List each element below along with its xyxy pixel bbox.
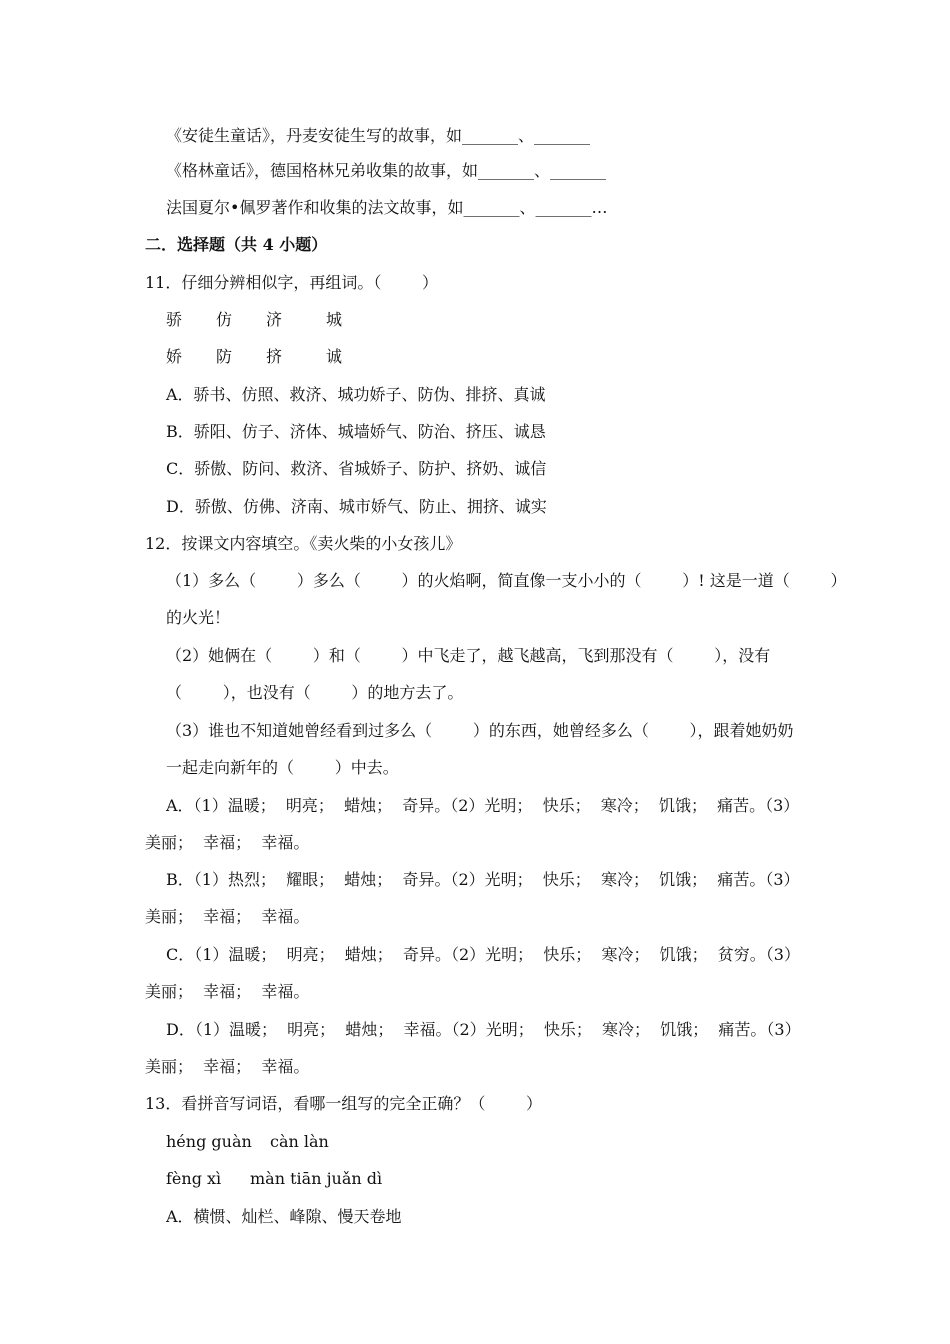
q11-char: 仿 xyxy=(216,310,233,329)
q13-pinyin-row-1 xyxy=(166,1131,566,1153)
intro-line-andersen: 《安徒生童话》，丹麦安徒生写的故事，如_______、_______ xyxy=(166,126,591,145)
q11-char: 防 xyxy=(216,347,233,366)
q11-option-c: C．骄傲、防问、救济、省城娇子、防护、挤奶、诚信 xyxy=(166,459,547,478)
q12-line: 的火光！ xyxy=(166,608,231,627)
q12-option-a: A．（1）温暖； 明亮； 蜡烛； 奇异。（2）光明； 快乐； 寒冷； 饥饿； 痛苦。（3） xyxy=(166,796,800,815)
q13-pinyin: héng guàn xyxy=(166,1132,252,1151)
q11-char-row-1 xyxy=(166,309,566,331)
q12-line: （1）多么（ ）多么（ ）的火焰啊，简直像一支小小的（ ）! 这是一道（ ） xyxy=(166,571,847,590)
q11-option-d: D．骄傲、仿佛、济南、城市娇气、防止、拥挤、诚实 xyxy=(166,497,547,516)
q11-char: 骄 xyxy=(166,310,183,329)
q13-pinyin: fèng xì xyxy=(166,1169,222,1188)
q11-char: 济 xyxy=(266,310,283,329)
q12-line: （ ），也没有（ ）的地方去了。 xyxy=(166,683,464,702)
q11-char: 挤 xyxy=(266,347,283,366)
section-heading: 二．选择题（共 4 小题） xyxy=(145,235,328,254)
q12-line: （2）她俩在（ ）和（ ）中飞走了，越飞越高，飞到那没有（ ），没有 xyxy=(166,646,771,665)
q12-option-c: C．（1）温暖； 明亮； 蜡烛； 奇异。（2）光明； 快乐； 寒冷； 饥饿； 贫穷。（3） xyxy=(166,945,800,964)
q12-option-a-cont: 美丽； 幸福； 幸福。 xyxy=(145,833,310,852)
q12-option-b-cont: 美丽； 幸福； 幸福。 xyxy=(145,907,310,926)
q12-option-c-cont: 美丽； 幸福； 幸福。 xyxy=(145,982,310,1001)
q11-char-row-2 xyxy=(166,346,566,368)
q11-char: 诚 xyxy=(326,347,343,366)
q13-stem: 13．看拼音写词语，看哪一组写的完全正确？（ ） xyxy=(145,1094,543,1113)
q12-line: 一起走向新年的（ ）中去。 xyxy=(166,758,399,777)
q13-pinyin: càn làn xyxy=(270,1132,329,1151)
q13-option-a: A．横惯、灿栏、峰隙、慢天卷地 xyxy=(166,1207,402,1226)
q11-char: 城 xyxy=(326,310,343,329)
q12-option-b: B．（1）热烈； 耀眼； 蜡烛； 奇异。（2）光明； 快乐； 寒冷； 饥饿； 痛苦。（3） xyxy=(166,870,800,889)
q11-char: 娇 xyxy=(166,347,183,366)
q13-pinyin: màn tiān juǎn dì xyxy=(250,1169,383,1188)
q12-option-d-cont: 美丽； 幸福； 幸福。 xyxy=(145,1057,310,1076)
intro-line-grimm: 《格林童话》，德国格林兄弟收集的故事，如_______、_______ xyxy=(166,161,607,180)
q12-line: （3）谁也不知道她曾经看到过多么（ ）的东西，她曾经多么（ ），跟着她奶奶 xyxy=(166,721,794,740)
q13-pinyin-row-2 xyxy=(166,1168,566,1190)
q11-option-b: B．骄阳、仿子、济体、城墙娇气、防治、挤压、诚恳 xyxy=(166,422,546,441)
q12-option-d: D．（1）温暖； 明亮； 蜡烛； 幸福。（2）光明； 快乐； 寒冷； 饥饿； 痛苦。（3） xyxy=(166,1020,801,1039)
q11-stem: 11．仔细分辨相似字，再组词。（ ） xyxy=(145,273,439,292)
q11-option-a: A．骄书、仿照、救济、城功娇子、防伪、排挤、真诚 xyxy=(166,385,546,404)
intro-line-perrault: 法国夏尔•佩罗著作和收集的法文故事，如_______、_______… xyxy=(166,198,608,217)
q12-stem: 12．按课文内容填空。《卖火柴的小女孩儿》 xyxy=(145,534,462,553)
